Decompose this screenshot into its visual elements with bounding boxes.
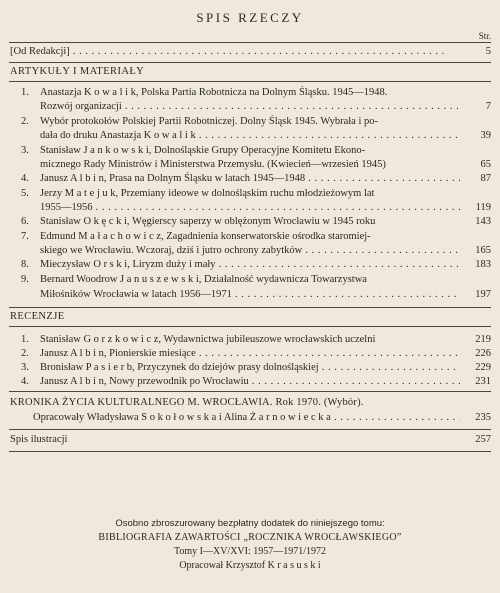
kronika-title: KRONIKA ŻYCIA KULTURALNEGO M. WROCŁAWIA. Rok 1970. (Wybór). [10,397,364,408]
entry-text: Anastazja K o w a l i k, Polska Partia Robotnicza na Dolnym Śląsku. 1945—1948. [40,87,388,98]
toc-entry[interactable] [0,215,500,228]
entry-text: Janusz A l b i n, Nowy przewodnik po Wrocławiu . . . [40,375,460,388]
entry-text: Miłośników Wrocławia w latach 1956—1971 . . . [40,288,460,301]
toc-entry[interactable] [0,230,500,243]
entry-page: 219 [475,334,491,345]
toc-entry[interactable] [0,258,500,271]
supplement-author: Opracował Krzysztof K r a s u s k i [179,560,321,571]
entry-page: 183 [475,259,491,270]
entry-page: 197 [475,289,491,300]
page-title: SPIS RZECZY [196,10,304,25]
toc-entry[interactable] [0,172,500,185]
entry-page: 229 [475,362,491,373]
illustrations-page: 257 [475,434,491,445]
entry-text: dała do druku Anastazja K o w a l i k . . . [40,129,460,142]
supplement-title: BIBLIOGRAFIA ZAWARTOŚCI „ROCZNIKA WROCŁAWSKIEGO” [98,532,402,543]
kronika-row[interactable] [0,396,500,409]
toc-entry[interactable] [0,361,500,374]
entry-page: 87 [480,173,491,184]
toc-entry-continued[interactable] [0,158,500,171]
intro-page: 5 [485,46,491,57]
toc-entry[interactable] [0,187,500,200]
entry-text: Stanisław J a n k o w s k i, Dolnośląskie Grupy Operacyjne Komitetu Ekono- [40,145,366,156]
entry-page: 143 [475,216,491,227]
entry-text: Stanisław G o r z k o w i c z, Wydawnictwa jubileuszowe wrocławskich uczelni [40,334,376,345]
entry-number: 2. [21,116,29,127]
rule-illustrations [9,429,491,430]
entry-number: 8. [21,259,29,270]
illustrations-label: Spis ilustracji [10,434,68,445]
supplement-note: Osobno zbroszurowany bezpłatny dodatek do niniejszego tomu: [115,518,385,529]
entry-text: Janusz A l b i n, Pionierskie miesiące . . . [40,347,460,360]
rule-bottom [9,451,491,452]
entry-text: Bronisław P a s i e r b, Przyczynek do dziejów prasy dolnośląskiej . . . [40,361,460,374]
kronika-page: 235 [475,412,491,423]
entry-number: 6. [21,216,29,227]
rule-kronika [9,391,491,392]
toc-entry[interactable] [0,273,500,286]
rule-reviews [9,307,491,308]
entry-page: 39 [480,130,491,141]
toc-entry-continued[interactable] [0,244,500,257]
entry-number: 1. [21,87,29,98]
entry-page: 231 [475,376,491,387]
entry-text: skiego we Wrocławiu. Wczoraj, dziś i jutro ochrony zabytków . . . [40,244,460,257]
toc-entry-continued[interactable] [0,288,500,301]
entry-text: Wybór protokołów Polskiej Partii Robotniczej. Dolny Śląsk 1945. Wybrała i po- [40,116,379,127]
entry-number: 2. [21,348,29,359]
entry-text: Bernard Woodrow J a n u s z e w s k i, Działalność wydawnicza Towarzystwa [40,274,367,285]
toc-entry[interactable] [0,333,500,346]
rule-articles-below [9,81,491,82]
kronika-authors: Opracowały Władysława S o k o ł o w s k a i Alina Ż a r n o w i e c k a . . . [33,411,460,424]
entry-text: Stanisław O k ę c k i, Węgierscy saperzy w oblężonym Wrocławiu w 1945 roku [40,216,376,227]
entry-text: Rozwój organizacji . . . [40,100,460,113]
toc-entry[interactable] [0,86,500,99]
reviews-heading: RECENZJE [10,311,65,322]
rule-articles [9,62,491,63]
rule-reviews-below [9,326,491,327]
entry-page: 165 [475,245,491,256]
rule-top [9,42,491,43]
entry-number: 9. [21,274,29,285]
entry-text: Mieczysław O r s k i, Liryzm duży i mały . . . [40,258,460,271]
supplement-volumes: Tomy I—XV/XVI: 1957—1971/1972 [173,546,327,557]
toc-entry[interactable] [0,347,500,360]
toc-entry[interactable] [0,375,500,388]
entry-number: 3. [21,145,29,156]
entry-text: 1955—1956 . . . [40,201,460,214]
toc-entry[interactable] [0,115,500,128]
entry-number: 1. [21,334,29,345]
articles-heading: ARTYKUŁY I MATERIAŁY [10,66,145,77]
kronika-row-continued[interactable] [0,411,500,424]
entry-page: 7 [485,101,491,112]
entry-text: micznego Rady Ministrów i Ministerstwa Przemysłu. (Kwiecień—wrzesień 1945) [40,159,386,170]
toc-entry-continued[interactable] [0,201,500,214]
entry-text: Jerzy M a t e j u k, Przemiany ideowe w dolnośląskim ruchu młodzieżowym lat [40,188,375,199]
intro-row[interactable] [0,45,500,58]
toc-entry[interactable] [0,144,500,157]
entry-text: Janusz A l b i n, Prasa na Dolnym Śląsku w latach 1945—1948 . . . [40,172,460,185]
entry-text: Edmund M a ł a c h o w i c z, Zagadnienia konserwatorskie ośrodka staromiej- [40,231,371,242]
entry-number: 3. [21,362,29,373]
toc-entry-continued[interactable] [0,129,500,142]
entry-page: 65 [480,159,491,170]
entry-number: 4. [21,376,29,387]
intro-label: [Od Redakcji] . . . [10,45,460,58]
toc-entry-continued[interactable] [0,100,500,113]
illustrations-row[interactable] [0,433,500,446]
page-column-label: Str. [478,31,491,41]
entry-page: 226 [475,348,491,359]
entry-number: 4. [21,173,29,184]
entry-number: 7. [21,231,29,242]
entry-page: 119 [475,202,491,213]
entry-number: 5. [21,188,29,199]
